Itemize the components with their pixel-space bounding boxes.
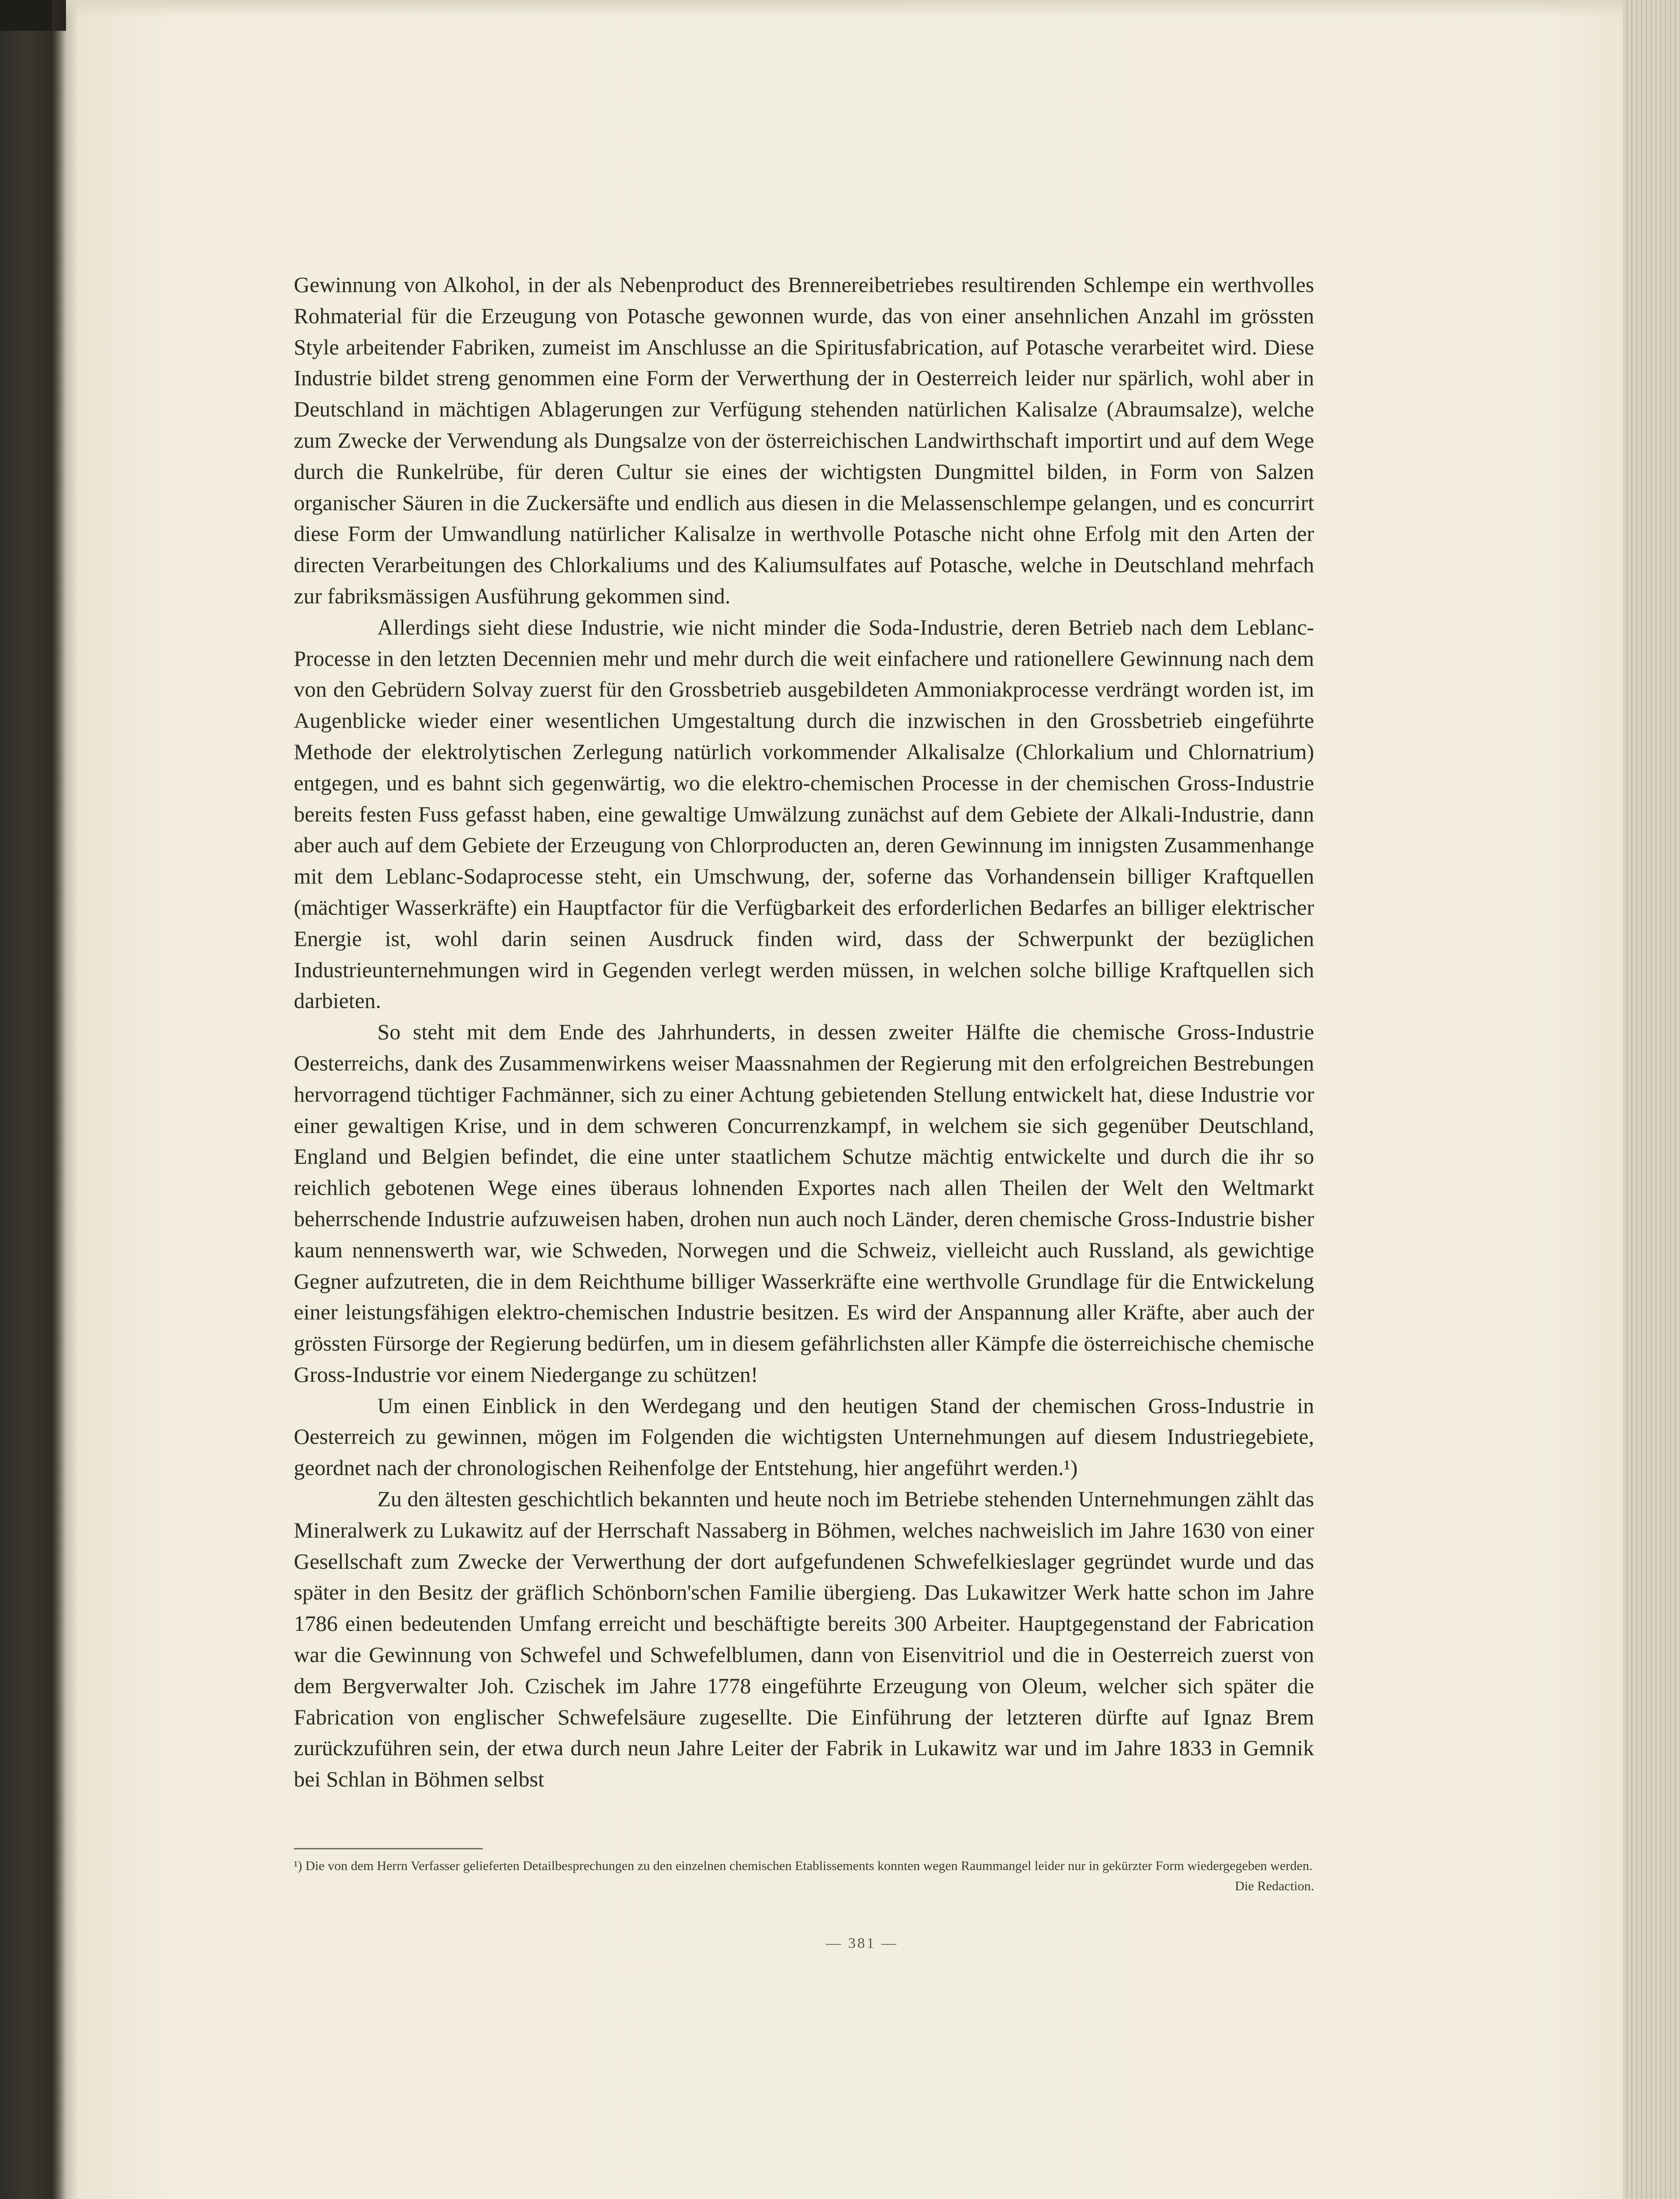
- body-text: [294, 269, 1314, 1795]
- footnote-signature: Die Redaction.: [1235, 1879, 1314, 1893]
- paragraph-4: Um einen Einblick in den Werdegang und den heutigen Stand der chemischen Gross-Industrie in Oesterreich zu gewinnen, mögen im Folgenden die wichtigsten Unternehmungen auf diesem Industriegebiete, geordnet nach der chronologischen Reihenfolge der Entstehung, hier angeführt werden.¹): [294, 1393, 1314, 1480]
- footnote-text: ¹) Die von dem Herrn Verfasser gelieferten Detailbesprechungen zu den einzelnen chemischen Etablissements konnten wegen Raummangel leider nur in gekürzter Form wiedergegeben werden.: [294, 1859, 1313, 1873]
- page-stack-edge: [1623, 0, 1680, 2199]
- page-top-edge: [66, 0, 1623, 18]
- gutter-shadow: [52, 0, 78, 2199]
- footnote: [294, 1856, 1314, 1896]
- paragraph-3: So steht mit dem Ende des Jahrhunderts, in dessen zweiter Hälfte die chemische Gross-Industrie Oesterreichs, dank des Zusammenwirkens weiser Maassnahmen der Regierung mit den erfolgreichen Bestrebungen hervorragend tüchtiger Fachmänner, sich zu einer Achtung gebietenden Stellung entwickelt hat, diese Industrie vor einer gewaltigen Krise, und in dem schweren Concurrenzkampf, in welchem sie sich gegenüber Deutschland, England und Belgien befindet, die eine unter staatlichem Schutze mächtig entwickelte und durch die ihr so reichlich gebotenen Wege eines überaus lohnenden Exportes nach allen Theilen der Welt den Weltmarkt beherrschende Industrie aufzuweisen haben, drohen nun auch noch Länder, deren chemische Gross-Industrie bisher kaum nennenswerth war, wie Schweden, Norwegen und die Schweiz, vielleicht auch Russland, als gewichtige Gegner aufzutreten, die in dem Reichthume billiger Wasserkräfte eine werthvolle Grundlage für die Entwickelung einer leistungsfähigen elektro-chemischen Industrie besitzen. Es wird der Anspannung aller Kräfte, aber auch der grössten Fürsorge der Regierung bedürfen, um in diesem gefährlichsten aller Kämpfe die österreichische chemische Gross-Industrie vor einem Niedergange zu schützen!: [294, 1019, 1314, 1387]
- footnote-rule: [294, 1848, 483, 1849]
- paragraph-5: Zu den ältesten geschichtlich bekannten und heute noch im Betriebe stehenden Unternehmungen zählt das Mineralwerk zu Lukawitz auf der Herrschaft Nassaberg in Böhmen, welches nachweislich im Jahre 1630 von einer Gesellschaft zum Zwecke der Verwerthung der dort aufgefundenen Schwefelkieslager gegründet wurde und das später in den Besitz der gräflich Schönborn'schen Familie übergieng. Das Lukawitzer Werk hatte schon im Jahre 1786 einen bedeutenden Umfang erreicht und beschäftigte bereits 300 Arbeiter. Hauptgegenstand der Fabrication war die Gewinnung von Schwefel und Schwefelblumen, dann von Eisenvitriol und die in Oesterreich zuerst von dem Bergverwalter Joh. Czischek im Jahre 1778 eingeführte Erzeugung von Oleum, welcher sich später die Fabrication von englischer Schwefelsäure zugesellte. Die Einführung der letzteren dürfte auf Ignaz Brem zurückzuführen sein, der etwa durch neun Jahre Leiter der Fabrik in Lukawitz war und im Jahre 1833 in Gemnik bei Schlan in Böhmen selbst: [294, 1487, 1314, 1792]
- page-number: — 381 —: [826, 1935, 898, 1951]
- paragraph-2: Allerdings sieht diese Industrie, wie nicht minder die Soda-Industrie, deren Betrieb nach dem Leblanc-Processe in den letzten Decennien mehr und mehr durch die weit einfachere und rationellere Gewinnung nach dem von den Gebrüdern Solvay zuerst für den Grossbetrieb ausgebildeten Ammoniakprocesse verdrängt worden ist, im Augenblicke wieder einer wesentlichen Umgestaltung durch die inzwischen in den Grossbetrieb eingeführte Methode der elektrolytischen Zerlegung natürlich vorkommender Alkalisalze (Chlorkalium und Chlornatrium) entgegen, und es bahnt sich gegenwärtig, wo die elektro-chemischen Processe in der chemischen Gross-Industrie bereits festen Fuss gefasst haben, eine gewaltige Umwälzung zunächst auf dem Gebiete der Alkali-Industrie, dann aber auch auf dem Gebiete der Erzeugung von Chlorproducten an, deren Gewinnung im innigsten Zusammenhange mit dem Leblanc-Sodaprocesse steht, ein Umschwung, der, soferne das Vorhandensein billiger Kraftquellen (mächtiger Wasserkräfte) ein Hauptfactor für die Verfügbarkeit des erforderlichen Bedarfes an billiger elektrischer Energie ist, wohl darin seinen Ausdruck finden wird, dass der Schwerpunkt der bezüglichen Industrieunternehmungen wird in Gegenden verlegt werden müssen, in welchen solche billige Kraftquellen sich darbieten.: [294, 614, 1314, 1013]
- paragraph-1: Gewinnung von Alkohol, in der als Nebenproduct des Brennereibetriebes resultirenden Schlempe ein werthvolles Rohmaterial für die Erzeugung von Potasche gewonnen wurde, das von einer ansehnlichen Anzahl im grössten Style arbeitender Fabriken, zumeist im Anschlusse an die Spiritusfabrication, auf Potasche verarbeitet wird. Diese Industrie bildet streng genommen eine Form der Verwerthung der in Oesterreich leider nur spärlich, wohl aber in Deutschland in mächtigen Ablagerungen zur Verfügung stehenden natürlichen Kalisalze (Abraumsalze), welche zum Zwecke der Verwendung als Dungsalze von der österreichischen Landwirthschaft importirt und auf dem Wege durch die Runkelrübe, für deren Cultur sie eines der wichtigsten Dungmittel bilden, in Form von Salzen organischer Säuren in die Zuckersäfte und endlich aus diesen in die Melassenschlempe gelangen, und es concurrirt diese Form der Umwandlung natürlicher Kalisalze in werthvolle Potasche nicht ohne Erfolg mit den Arten der directen Verarbeitungen des Chlorkaliums und des Kaliumsulfates auf Potasche, welche in Deutschland mehrfach zur fabriksmässigen Ausführung gekommen sind.: [294, 272, 1314, 608]
